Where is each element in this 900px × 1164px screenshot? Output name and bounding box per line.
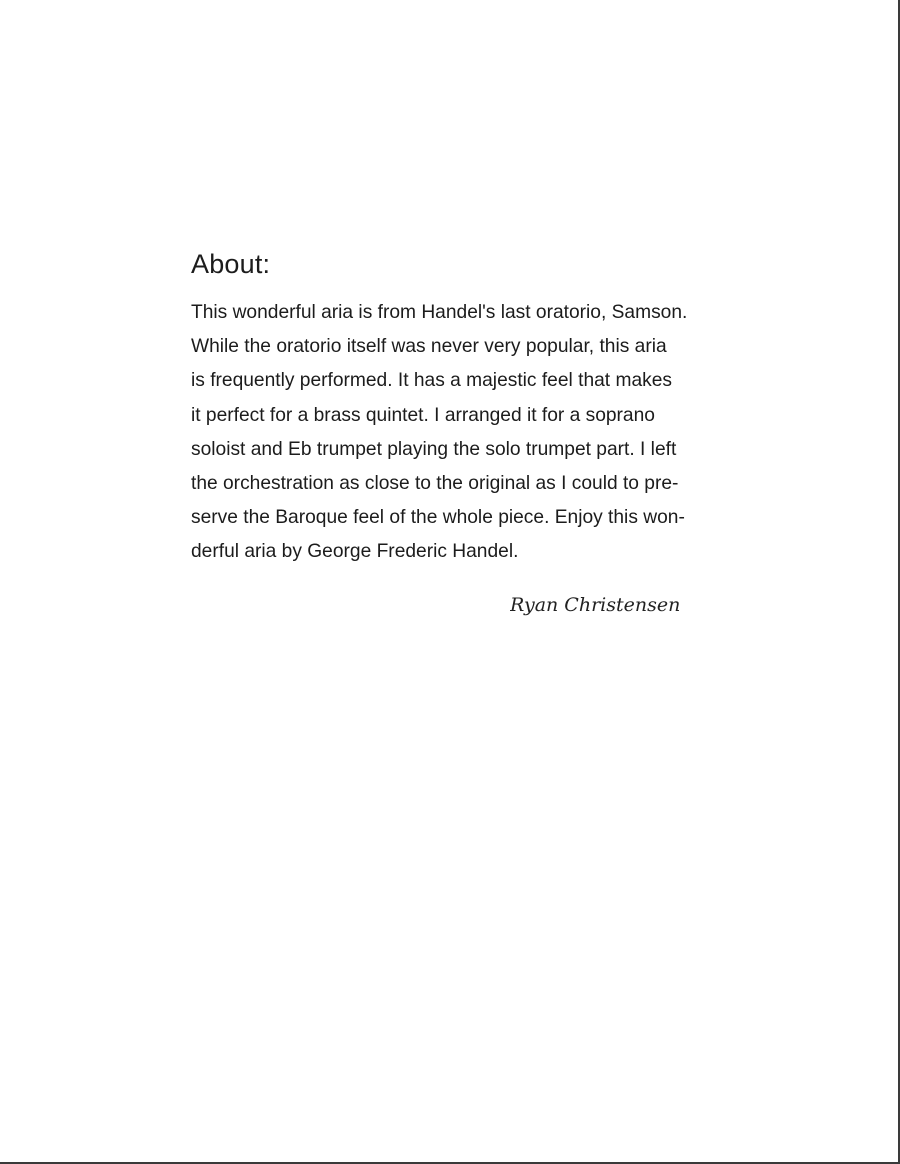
about-heading: About: bbox=[191, 249, 271, 279]
body-line: While the oratorio itself was never very popular, this aria bbox=[191, 336, 667, 358]
body-line: derful aria by George Frederic Handel. bbox=[191, 541, 519, 563]
body-line: it perfect for a brass quintet. I arranged it for a soprano bbox=[191, 404, 655, 426]
body-line: This wonderful aria is from Handel's last oratorio, Samson. bbox=[191, 302, 688, 323]
body-line: soloist and Eb trumpet playing the solo trumpet part. I left bbox=[191, 438, 677, 460]
signature bbox=[510, 588, 710, 624]
body-line: the orchestration as close to the original as I could to pre- bbox=[191, 473, 679, 495]
body-line: is frequently performed. It has a majestic feel that makes bbox=[191, 370, 672, 392]
signature-text: Ryan Christensen bbox=[510, 594, 681, 616]
body-line: serve the Baroque feel of the whole piece. Enjoy this won- bbox=[191, 507, 685, 529]
about-body bbox=[191, 296, 761, 570]
signature-graphic bbox=[510, 588, 710, 624]
